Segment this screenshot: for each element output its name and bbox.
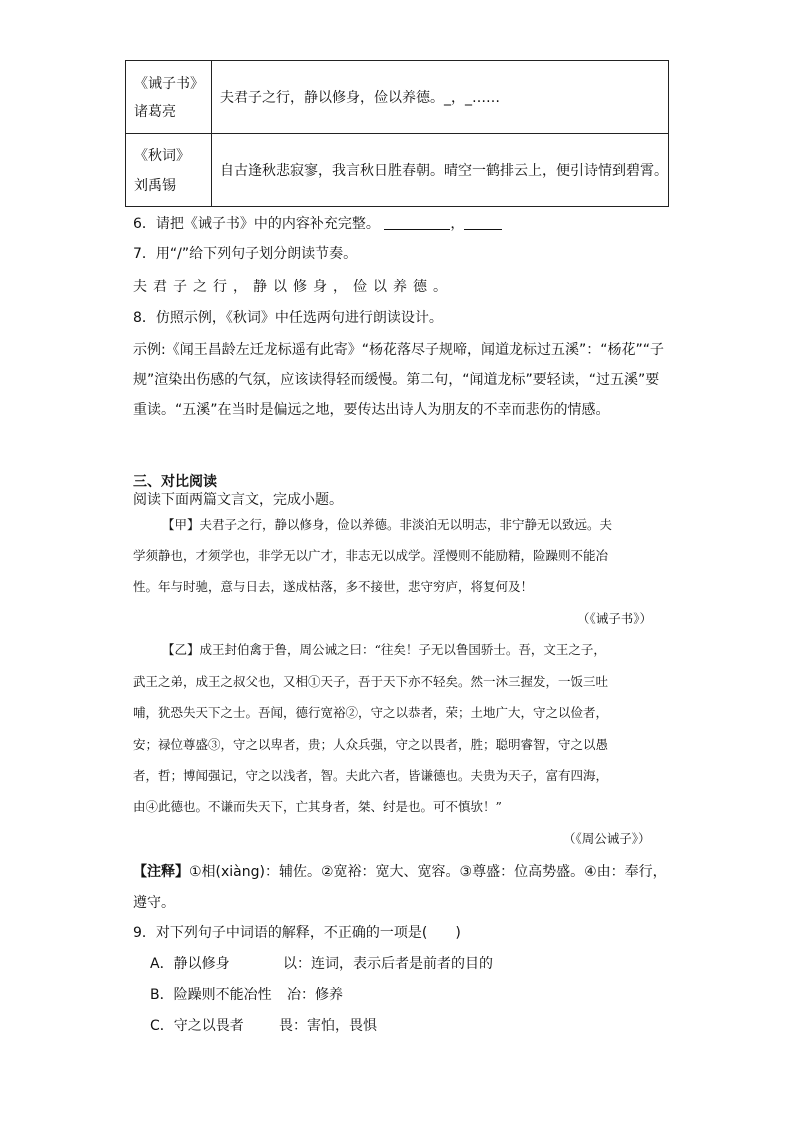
passage-a-line-3: 性。年与时驰，意与日去，遂成枯落，多不接世，悲守穷庐，将复何及！ <box>133 579 534 594</box>
passage-b-line-6: 由④此德也。不谦而失天下，亡其身者，桀、纣是也。可不慎欤！” <box>133 799 502 814</box>
option-b-label: B．险躁则不能冶性 <box>150 987 272 1003</box>
passage-b-line-5: 者，哲；博闻强记，守之以浅者，智。夫此六者，皆谦德也。夫贵为天子，富有四海， <box>133 768 609 783</box>
table-row-1-author: 诸葛亮 <box>134 104 176 120</box>
notes-line-2: 遵守。 <box>133 895 175 911</box>
passage-a-line-2: 学须静也，才须学也，非学无以广才，非志无以成学。淫慢则不能励精，险躁则不能冶 <box>133 548 609 563</box>
q8-example-line-3: 重读。“五溪”在当时是偏远之地，要传达出诗人为朋友的不幸而悲伤的情感。 <box>133 402 610 418</box>
table-row-2-author: 刘禹锡 <box>134 178 176 194</box>
table-row-2-content: 自古逢秋悲寂寥，我言秋日胜春朝。晴空一鹤排云上，便引诗情到碧霄。 <box>220 163 668 179</box>
q8-example-line-1: 示例:《闻王昌龄左迁龙标遥有此寄》“杨花落尽子规啼，闻道龙标过五溪”：“杨花”“子 <box>133 342 664 358</box>
passage-a-source: （《诫子书》） <box>577 611 653 626</box>
passage-b-line-2: 武王之弟，成王之叔父也，又相①天子，吾于天下亦不轻矣。然一沐三握发，一饭三吐 <box>133 674 609 689</box>
passage-b-line-4: 安；禄位尊盛③，守之以卑者，贵；人众兵强，守之以畏者，胜；聪明睿智，守之以愚 <box>133 737 609 752</box>
notes-label: 【注释】 <box>133 864 189 880</box>
passage-b-source: （《周公诫子》） <box>563 831 651 846</box>
passage-a-line-1: 【甲】夫君子之行，静以修身，俭以养德。非淡泊无以明志，非宁静无以致远。夫 <box>162 517 613 532</box>
question-6-sep: ， <box>450 216 465 232</box>
answer-blank-1[interactable] <box>384 215 450 230</box>
option-a-gloss: 以：连词，表示后者是前者的目的 <box>283 956 493 972</box>
q8-example-line-2: 规”渲染出伤感的气氛，应该读得轻而缓慢。第二句，“闻道龙标”要轻读，“过五溪”要 <box>133 372 660 388</box>
option-b[interactable] <box>150 985 272 1005</box>
option-c[interactable] <box>150 1016 244 1036</box>
question-9-text: 9．对下列句子中词语的解释，不正确的一项是( ) <box>133 925 461 941</box>
passage-b-line-1: 【乙】成王封伯禽于鲁，周公诫之曰：“往矣！子无以鲁国骄士。吾，文王之子， <box>162 642 606 657</box>
notes-text-1: ①相(xiàng)：辅佐。②宽裕：宽大、宽容。③尊盛：位高势盛。④由：奉行， <box>189 864 667 880</box>
table-divider-horizontal <box>126 133 668 134</box>
question-6-text: 6．请把《诫子书》中的内容补充完整。 <box>133 216 380 232</box>
section-3-instruction: 阅读下面两篇文言文，完成小题。 <box>133 492 343 508</box>
question-8-text: 8．仿照示例，《秋词》中任选两句进行朗读设计。 <box>133 310 443 326</box>
option-a[interactable] <box>150 954 230 974</box>
section-3-title: 三、对比阅读 <box>133 474 217 490</box>
question-7-sentence: 夫君子之行，静以修身，俭以养德。 <box>133 279 453 295</box>
question-7-text: 7．用“/”给下列句子划分朗读节奏。 <box>133 246 358 262</box>
answer-blank-2[interactable] <box>464 215 502 230</box>
option-b-gloss: 冶：修养 <box>287 987 343 1003</box>
option-a-label: A．静以修身 <box>150 956 230 972</box>
table-row-1-title: 《诫子书》 <box>134 76 204 92</box>
option-c-gloss: 畏：害怕，畏惧 <box>279 1018 377 1034</box>
passage-b-line-3: 哺，犹恐失天下之士。吾闻，德行宽裕②，守之以恭者，荣；土地广大，守之以俭者， <box>133 705 609 720</box>
table-row-1-content: 夫君子之行，静以修身，俭以养德。_，_…… <box>220 90 500 106</box>
question-6 <box>133 214 502 234</box>
notes-line-1 <box>133 862 667 882</box>
poem-table <box>125 60 669 207</box>
table-row-2-title: 《秋词》 <box>134 148 190 164</box>
option-c-label: C．守之以畏者 <box>150 1018 244 1034</box>
